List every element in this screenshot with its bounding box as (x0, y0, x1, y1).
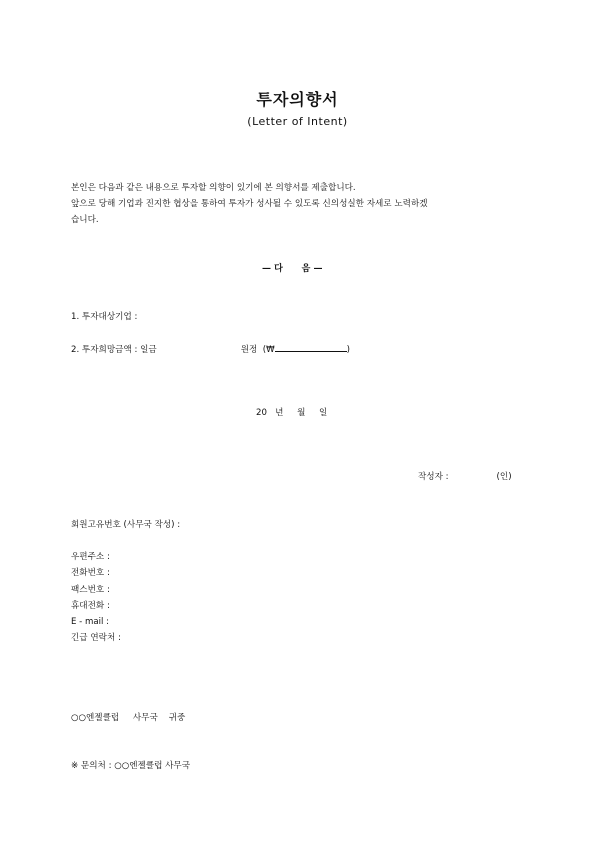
section-heading: — 다 음 — (262, 264, 323, 274)
emergency-contact-field: 긴급 연락처 : (71, 633, 121, 644)
amount-unit: 원정 (240, 345, 258, 355)
writer-field (418, 470, 512, 482)
writer-label: 작성자 : (418, 472, 449, 482)
document-subtitle: (Letter of Intent) (247, 115, 348, 128)
amount-blank-line (275, 343, 347, 352)
won-open: (₩ (262, 345, 275, 355)
won-close: ) (346, 345, 350, 355)
intro-line: 앞으로 당해 기업과 진지한 협상을 통하여 투자가 성사될 수 있도록 신의성실한 자세로 노력하겠 (71, 199, 428, 209)
date-line: 20 년 월 일 (256, 408, 328, 418)
mobile-field: 휴대전화 : (71, 600, 110, 611)
intro-line: 습니다. (71, 215, 99, 225)
email-field: E - mail : (71, 617, 110, 628)
inquiry-line: ※ 문의처 : ○○엔젤클럽 사무국 (71, 761, 191, 771)
investment-target-field (71, 310, 137, 322)
intro-paragraph (71, 180, 531, 228)
document-title: 투자의향서 (256, 90, 339, 109)
contact-fields (71, 549, 121, 647)
investment-amount-field (71, 343, 350, 355)
fax-field: 팩스번호 : (71, 584, 110, 595)
seal-mark: (인) (496, 472, 512, 482)
investment-target-label: 1. 투자대상기업 : (71, 312, 138, 322)
member-number-field: 회원고유번호 (사무국 작성) : (71, 520, 181, 530)
postal-address-field: 우편주소 : (71, 552, 110, 562)
investment-amount-label: 2. 투자희망금액 : 일금 (71, 345, 157, 355)
phone-field: 전화번호 : (71, 568, 110, 579)
intro-line: 본인은 다음과 같은 내용으로 투자할 의향이 있기에 본 의향서를 제출합니다. (71, 183, 356, 193)
recipient-line: ○○엔젤클럽 사무국 귀중 (71, 713, 186, 723)
